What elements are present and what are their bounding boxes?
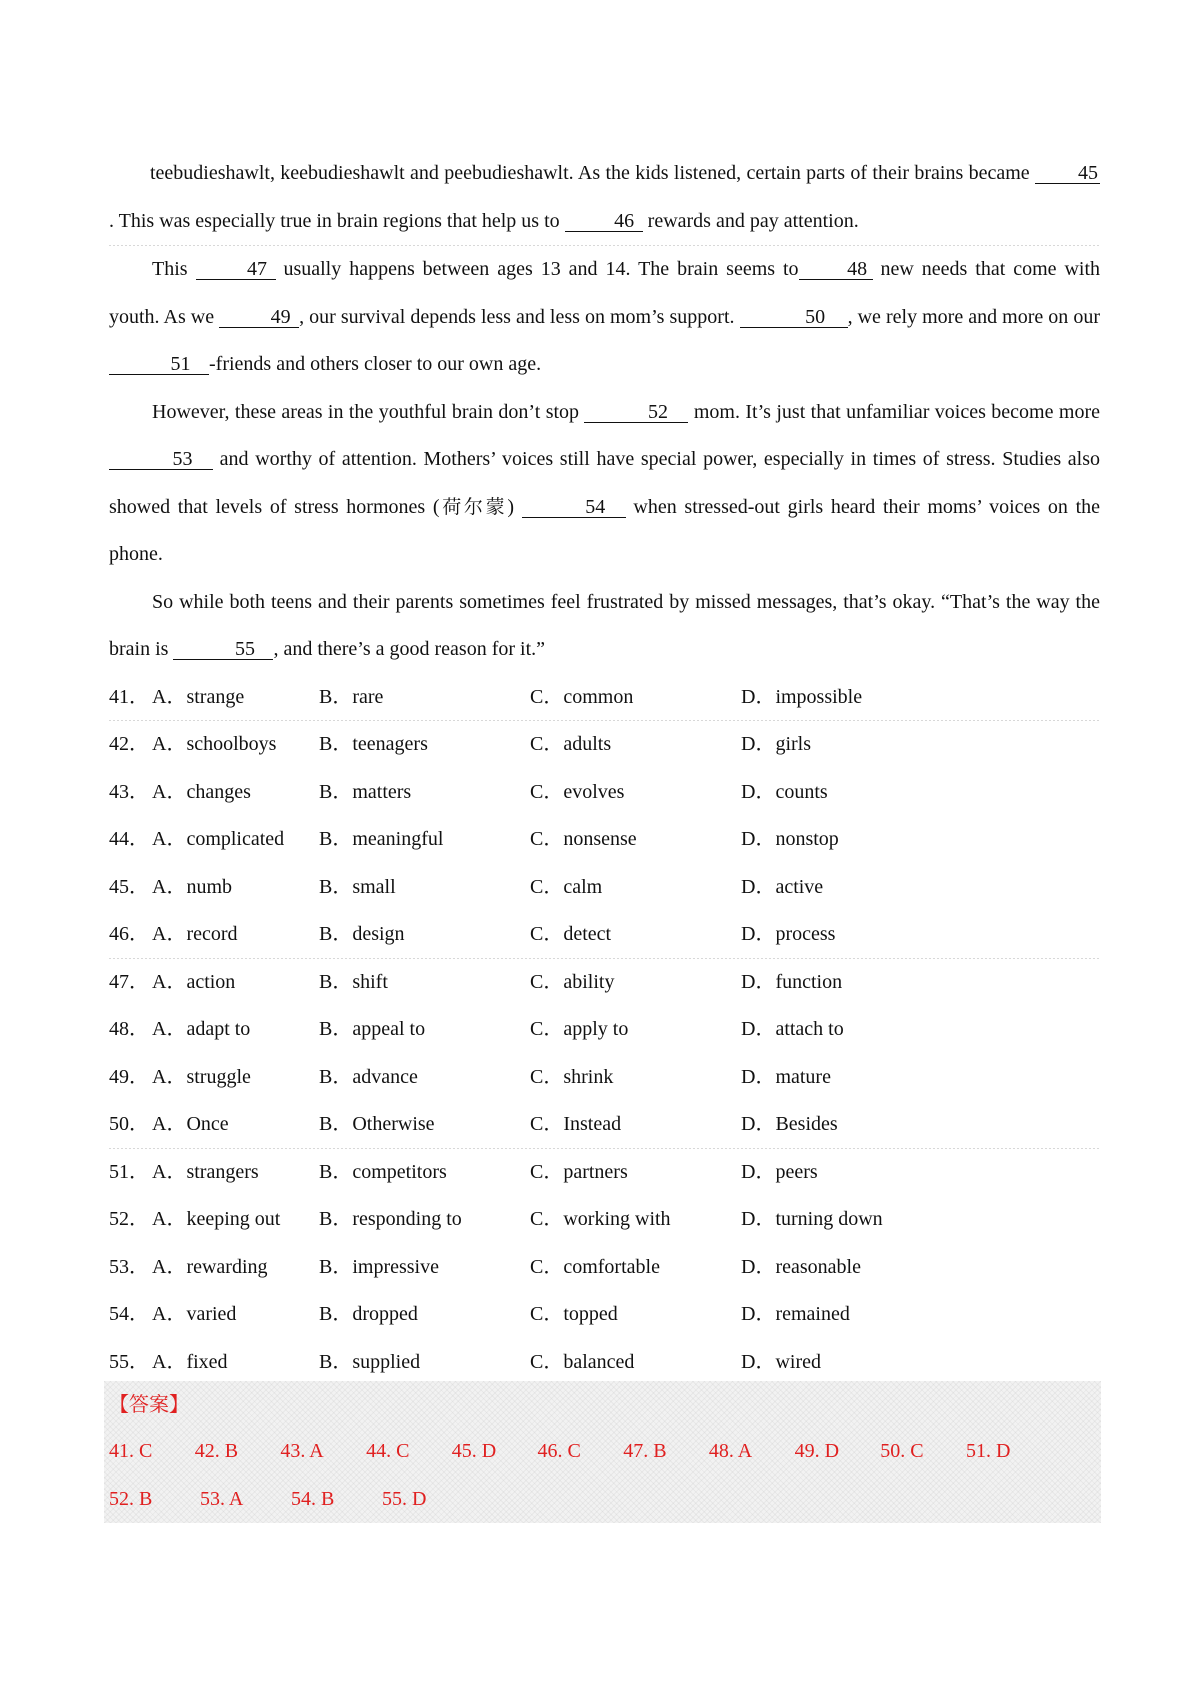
answer-item: 42. B [194,1440,239,1462]
option-c: C．balanced [530,1350,635,1373]
option-a: A．struggle [152,1065,251,1088]
option-b: B．advance [319,1065,418,1088]
answer-item: 43. A [280,1440,324,1462]
question-row [109,674,1100,722]
option-a: A．adapt to [152,1018,251,1040]
option-a: A．strange [152,685,245,708]
paragraph-4 [109,579,1100,674]
option-b: B．supplied [319,1350,421,1373]
text: . This was especially true in brain regions that help us to [109,209,560,232]
blank-50: 50 [740,307,848,328]
question-number: 53． [109,1255,149,1278]
option-b: B．matters [319,780,412,803]
answer-block [104,1381,1101,1523]
text: This [152,258,188,280]
answer-item: 48. A [708,1440,753,1462]
blank-55: 55 [173,639,273,660]
answer-item: 47. B [623,1440,667,1462]
option-d: D．Besides [741,1113,838,1135]
option-b: B．competitors [319,1160,447,1183]
text: and worthy of attention. Mothers’ voices still have special power, especially in times of stress. Studies also showed that levels of stress hormones ( [109,448,1100,518]
text: new needs that come with youth. As we [109,258,1101,328]
option-a: A．numb [152,875,232,898]
option-a: A．varied [152,1303,237,1325]
question-number: 54． [109,1303,149,1325]
question-row [109,1006,1100,1054]
question-row [109,1149,1100,1197]
question-number: 55． [109,1350,149,1373]
option-d: D．peers [741,1160,818,1183]
blank-54: 54 [522,497,626,518]
text: rewards and pay attention. [647,209,859,232]
text: mom. It’s just that unfamiliar voices become more [693,400,1101,423]
option-a: A．fixed [152,1350,228,1373]
question-number: 50． [109,1113,149,1135]
option-d: D．process [741,923,836,945]
paragraph-2 [109,246,1100,389]
option-c: C．shrink [530,1065,614,1088]
option-d: D．active [741,875,824,898]
blank-53: 53 [109,449,213,470]
option-c: C．adults [530,733,612,755]
question-row [109,816,1100,864]
question-row [109,1196,1100,1244]
blank-48: 48 [799,259,873,280]
answer-item: 53. A [200,1488,244,1510]
question-number: 46． [109,923,149,945]
question-number: 51． [109,1160,149,1183]
text: , our survival depends less and less on mom’s support. [299,305,735,328]
option-a: A．action [152,970,236,993]
question-row [109,1339,1100,1387]
option-a: A．record [152,923,238,945]
question-row [109,1244,1100,1292]
option-c: C．evolves [530,780,625,803]
option-b: B．impressive [319,1255,439,1278]
cjk-text: 荷尔蒙 [439,495,508,518]
question-row [109,769,1100,817]
option-c: C．Instead [530,1113,622,1135]
answer-title: 【答案】 [109,1392,189,1416]
option-c: C．ability [530,970,615,993]
option-c: C．nonsense [530,828,637,850]
document-page [109,150,1100,1386]
option-c: C．apply to [530,1018,629,1040]
option-d: D．turning down [741,1208,883,1230]
answer-item: 54. B [291,1488,335,1510]
text: ) [507,495,514,518]
answer-item: 49. D [794,1440,840,1462]
option-b: B．responding to [319,1208,462,1230]
option-d: D．attach to [741,1018,844,1040]
question-number: 49． [109,1065,149,1088]
option-d: D．mature [741,1065,831,1088]
question-row [109,959,1100,1007]
option-b: B．shift [319,970,388,993]
option-c: C．working with [530,1208,671,1230]
option-d: D．wired [741,1350,821,1373]
question-row [109,911,1100,959]
question-number: 48． [109,1018,149,1040]
question-row [109,864,1100,912]
option-b: B．dropped [319,1303,418,1325]
option-c: C．partners [530,1160,628,1183]
option-b: B．appeal to [319,1018,426,1040]
answer-item: 44. C [366,1440,410,1462]
option-c: C．calm [530,875,603,898]
blank-47: 47 [196,259,276,280]
text: teebudieshawlt, keebudieshawlt and peebudieshawlt. As the kids listened, certain parts of their brains became [150,162,1030,184]
option-b: B．small [319,875,396,898]
answer-item: 52. B [109,1488,153,1510]
question-number: 42． [109,733,149,755]
option-d: D．function [741,970,843,993]
answer-line-2 [109,1476,1099,1524]
question-options [109,674,1100,1387]
text: , we rely more and more on our [847,305,1101,328]
option-b: B．teenagers [319,733,428,755]
option-d: D．impossible [741,685,863,708]
text: -friends and others closer to our own age. [209,353,542,375]
text: when stressed-out girls heard their moms’ voices on the phone. [109,495,1101,565]
option-a: A．complicated [152,828,285,850]
question-number: 47． [109,970,149,993]
option-a: A．keeping out [152,1208,281,1230]
text: However, these areas in the youthful brain don’t stop [152,400,580,423]
blank-45: 45 [1035,163,1100,184]
option-d: D．nonstop [741,828,839,850]
question-row [109,721,1100,769]
text: So while both teens and their parents sometimes feel frustrated by missed messages, that’s okay. “That’s the way the brain is [109,590,1100,660]
option-c: C．comfortable [530,1255,660,1278]
blank-46: 46 [565,211,643,232]
option-b: B．Otherwise [319,1113,435,1135]
option-d: D．reasonable [741,1255,861,1278]
option-c: C．detect [530,923,612,945]
answer-item: 41. C [109,1440,153,1462]
question-row [109,1291,1100,1339]
answer-item: 46. C [537,1440,581,1462]
option-b: B．design [319,923,405,945]
paragraph-3 [109,389,1100,579]
option-d: D．remained [741,1303,850,1325]
text: , and there’s a good reason for it.” [273,638,546,660]
option-b: B．rare [319,685,384,708]
option-a: A．schoolboys [152,733,277,755]
option-d: D．counts [741,780,828,803]
answer-line-1 [109,1428,1099,1476]
option-c: C．common [530,685,634,708]
paragraph-1 [109,150,1100,245]
question-number: 44． [109,828,149,850]
answer-item: 50. C [880,1440,924,1462]
blank-51: 51 [109,354,209,375]
option-a: A．strangers [152,1160,259,1183]
question-number: 41． [109,685,149,708]
option-c: C．topped [530,1303,618,1325]
answer-item: 51. D [966,1440,1011,1462]
option-a: A．changes [152,780,251,803]
answer-item: 45. D [451,1440,497,1462]
option-a: A．Once [152,1113,229,1135]
text: usually happens between ages 13 and 14. The brain seems to [283,258,799,280]
option-a: A．rewarding [152,1255,268,1278]
blank-52: 52 [584,402,688,423]
question-row [109,1101,1100,1149]
option-b: B．meaningful [319,828,444,850]
question-number: 43． [109,780,149,803]
answer-item: 55. D [382,1488,427,1510]
blank-49: 49 [219,307,299,328]
question-number: 45． [109,875,149,898]
question-row [109,1054,1100,1102]
option-d: D．girls [741,733,811,755]
question-number: 52． [109,1208,149,1230]
